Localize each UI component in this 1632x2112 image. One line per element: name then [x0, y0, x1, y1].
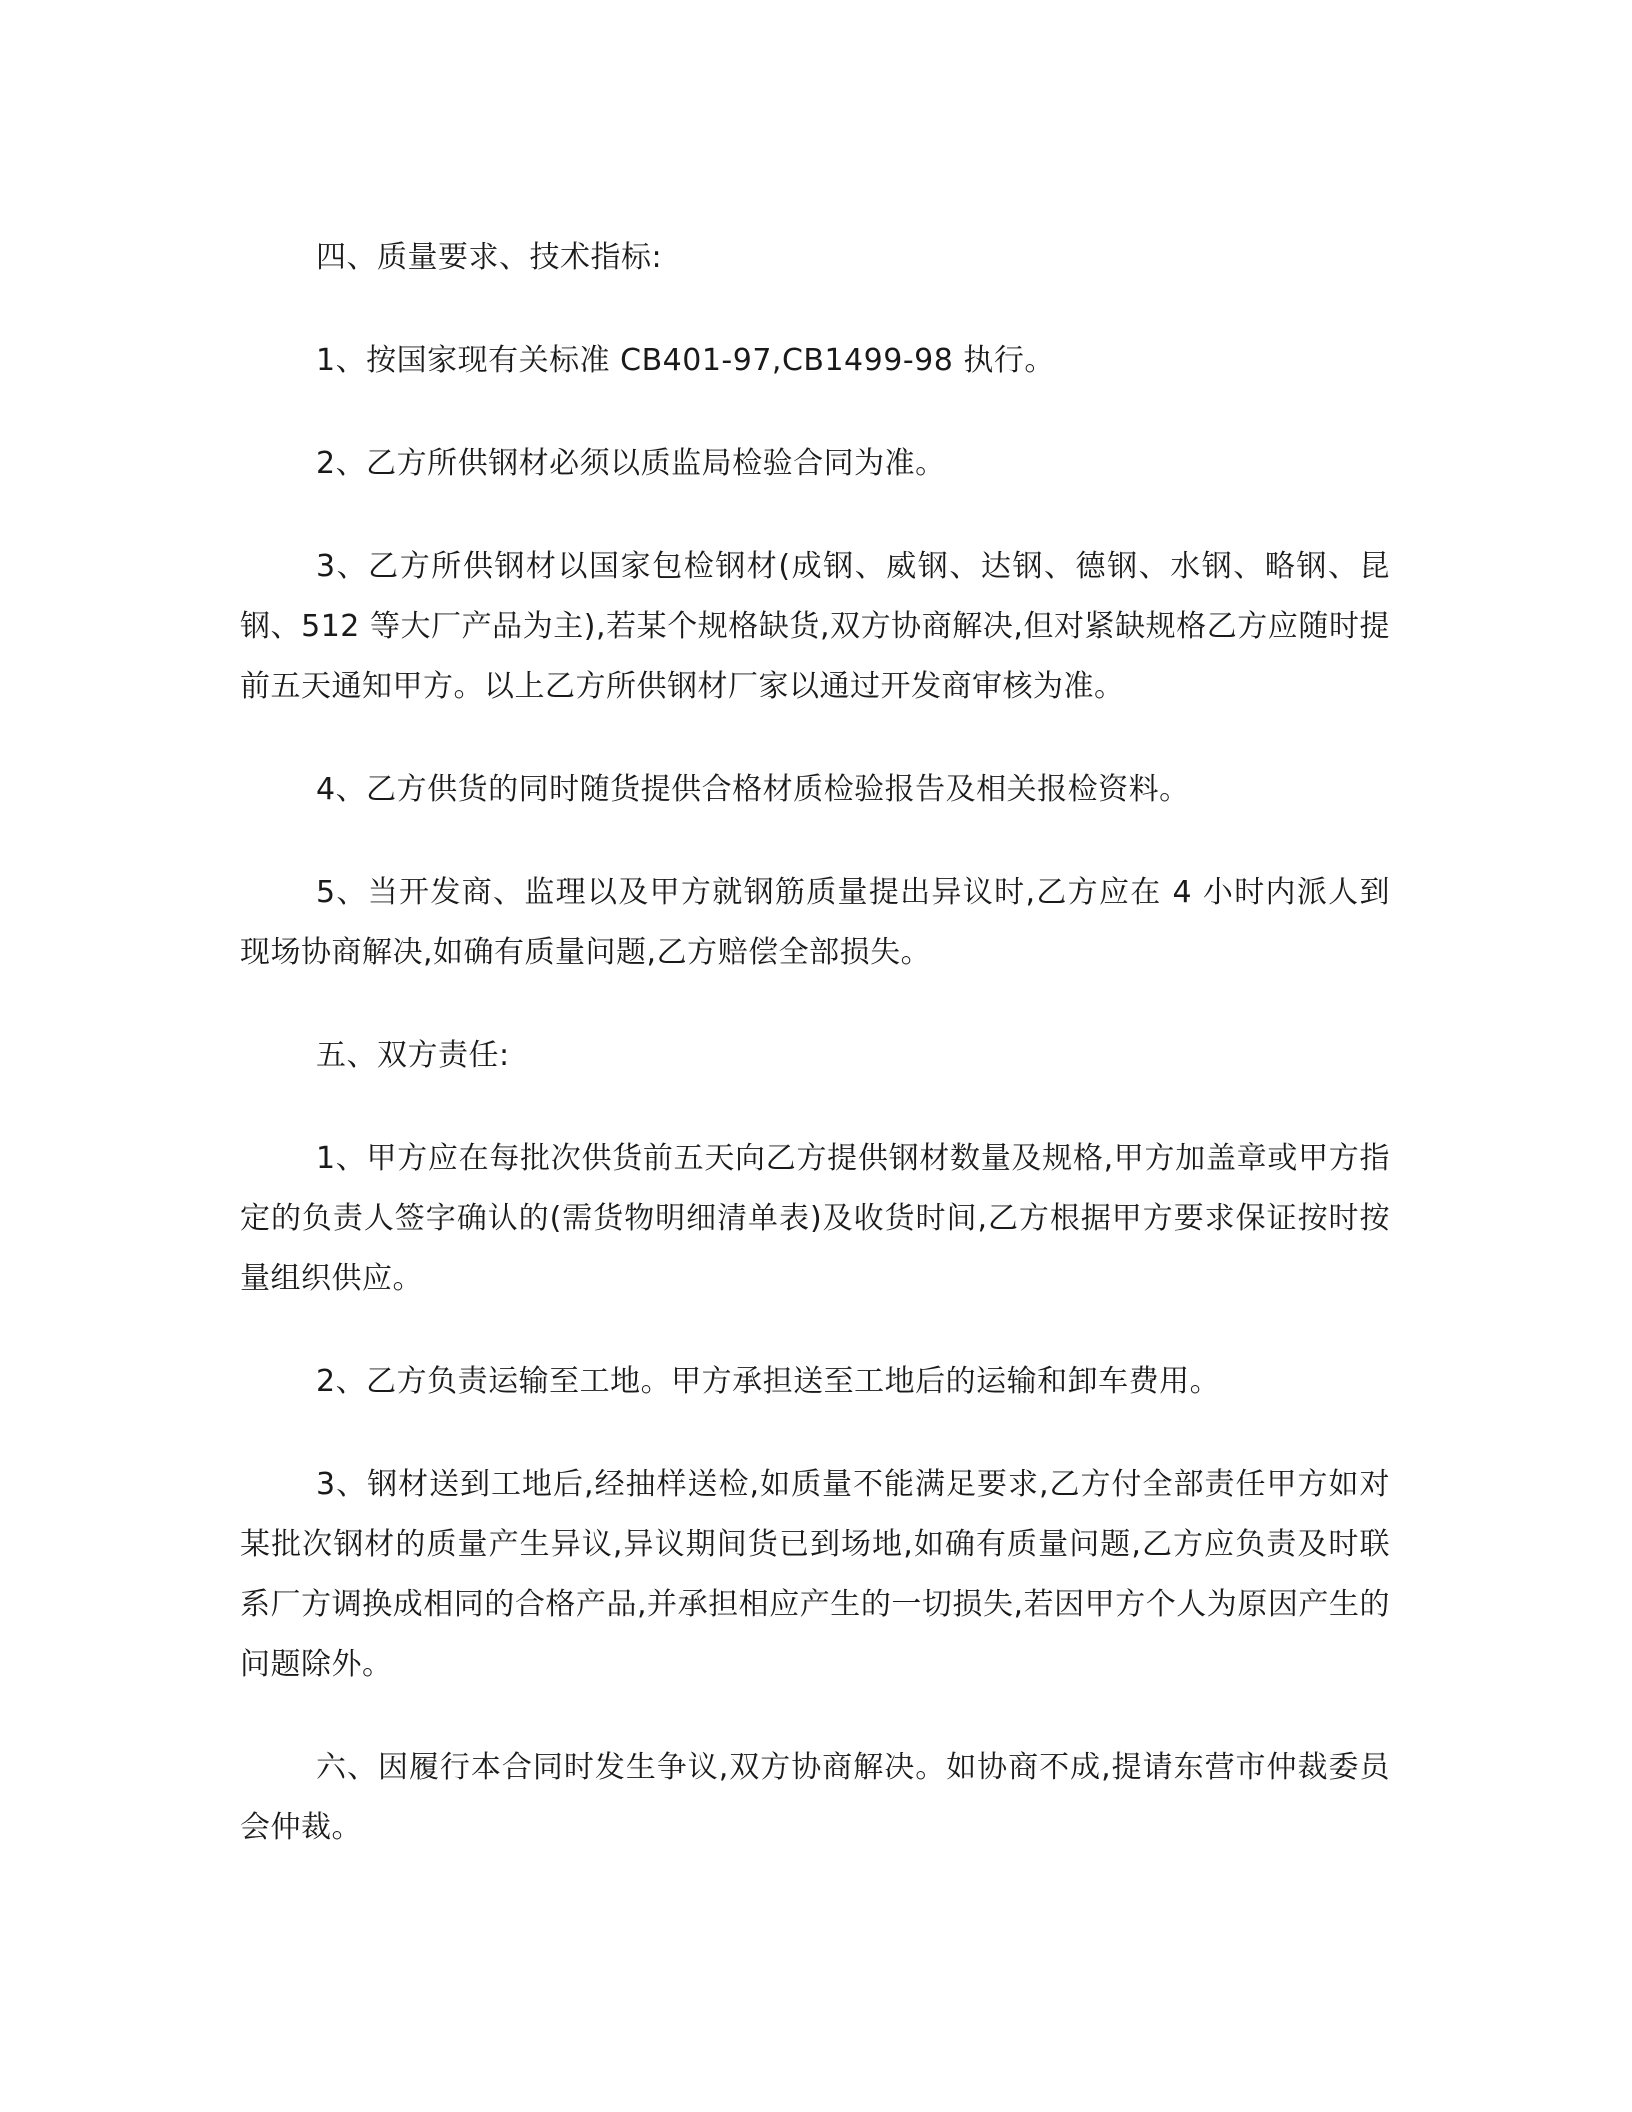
section-five-item-1: 1、甲方应在每批次供货前五天向乙方提供钢材数量及规格,甲方加盖章或甲方指定的负责人签字确认的(需货物明细清单表)及收货时间,乙方根据甲方要求保证按时按量组织供应。: [240, 1141, 1390, 1296]
document-page: [240, 228, 1390, 1901]
section-four-item-5: 5、当开发商、监理以及甲方就钢筋质量提出异议时,乙方应在 4 小时内派人到现场协商解决,如确有质量问题,乙方赔偿全部损失。: [240, 875, 1390, 970]
section-six-paragraph: 六、因履行本合同时发生争议,双方协商解决。如协商不成,提请东营市仲裁委员会仲裁。: [240, 1750, 1390, 1845]
section-four-item-2: 2、乙方所供钢材必须以质监局检验合同为准。: [316, 446, 946, 481]
section-five-item-2: 2、乙方负责运输至工地。甲方承担送至工地后的运输和卸车费用。: [316, 1364, 1221, 1399]
section-five-heading: 五、双方责任:: [316, 1038, 510, 1073]
section-five-item-3: 3、钢材送到工地后,经抽样送检,如质量不能满足要求,乙方付全部责任甲方如对某批次钢材的质量产生异议,异议期间货已到场地,如确有质量问题,乙方应负责及时联系厂方调换成相同的合格产品,并承担相应产生的一切损失,若因甲方个人为原因产生的问题除外。: [240, 1467, 1390, 1682]
section-four-item-1: 1、按国家现有关标准 CB401-97,CB1499-98 执行。: [316, 343, 1055, 378]
section-four-item-3: 3、乙方所供钢材以国家包检钢材(成钢、威钢、达钢、德钢、水钢、略钢、昆钢、512 等大厂产品为主),若某个规格缺货,双方协商解决,但对紧缺规格乙方应随时提前五天通知甲方。以上乙方所供钢材厂家以通过开发商审核为准。: [240, 549, 1390, 704]
section-four-item-4: 4、乙方供货的同时随货提供合格材质检验报告及相关报检资料。: [316, 772, 1190, 807]
section-four-heading: 四、质量要求、技术指标:: [316, 240, 663, 275]
